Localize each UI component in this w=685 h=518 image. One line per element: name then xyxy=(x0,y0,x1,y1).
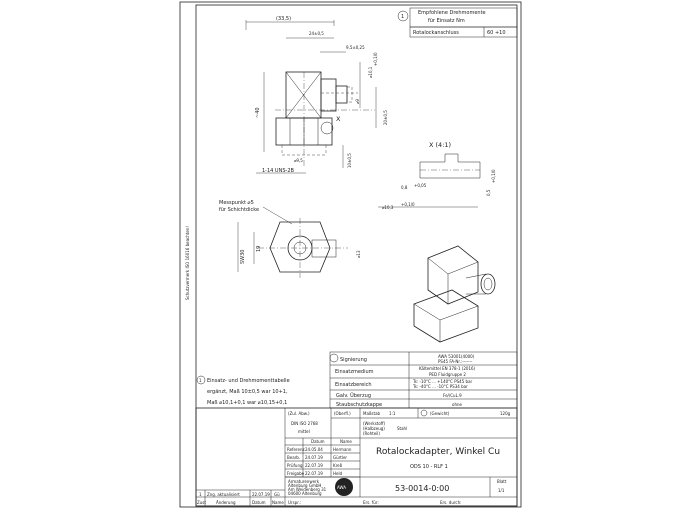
material-3: (Rohteil) xyxy=(363,431,380,436)
dim-overall: (33,5) xyxy=(276,16,292,22)
spec-value-2a: Ts: -10°C ... +140°C PS45 bar xyxy=(413,379,473,384)
col-aend: Änderung xyxy=(216,500,236,505)
tb-row-1-date: 24.07.19 xyxy=(305,455,323,460)
tb-row-1-label: Bearb. xyxy=(287,455,301,460)
title-block xyxy=(196,408,517,506)
torque-table-row-label: Rotalockanschluss xyxy=(413,30,459,36)
dim-sw30: SW30 xyxy=(240,249,246,264)
tb-row-0-date: 24.05.04 xyxy=(305,447,323,452)
spec-table xyxy=(330,352,517,408)
dim-08: 0,8 xyxy=(401,185,408,190)
rev-date: 22.07.19 xyxy=(252,492,270,497)
weight-value: 120g xyxy=(500,411,511,416)
col-urspr: Urspr.: xyxy=(288,500,302,505)
dim-24: 24±0,5 xyxy=(309,31,324,36)
spec-value-0a: AWA 53001(4000) xyxy=(438,354,475,359)
torque-table-title-1: Empfohlene Drehmomente xyxy=(418,10,486,16)
name-col: Name xyxy=(340,439,352,444)
rev-note-1: Einsatz- und Drehmomenttabelle xyxy=(207,378,290,384)
scale-label: Maßstab xyxy=(363,411,381,416)
zul-abw: (Zul. Abw.) xyxy=(288,411,310,416)
isometric-view xyxy=(414,246,495,342)
iso-standard: DIN ISO 2768 xyxy=(291,421,318,426)
logo-text: AWA xyxy=(337,485,346,490)
dim-d9-5: ⌀9,5 xyxy=(294,158,303,163)
tb-row-0-label: Referenz xyxy=(287,447,305,452)
tb-row-0-name: Hermann xyxy=(333,447,352,452)
company-3: Am Weidenberg 31 xyxy=(288,487,327,492)
thread-label: 1-14 UNS-2B xyxy=(262,168,294,174)
detail-x xyxy=(378,141,496,210)
callout-2: für Schichtdicke xyxy=(219,207,260,213)
spec-label-3: Galv. Überzug xyxy=(336,393,372,399)
iso-class: mittel xyxy=(298,429,310,434)
company-4: 04600 Altenburg xyxy=(288,491,322,496)
col-zust: Zust xyxy=(197,500,206,505)
tb-row-2-label: Prüfung xyxy=(287,463,303,468)
dim-08-tol: +0,05 xyxy=(414,183,427,188)
dim-d10: ⌀10,1 xyxy=(368,66,373,78)
torque-table-title-2: für Einsatz Nm xyxy=(428,18,465,24)
dim-10: 10±0,5 xyxy=(347,153,352,168)
material-1: (Werkstoff) xyxy=(363,421,386,426)
tb-row-1-name: Gürtler xyxy=(333,455,348,460)
dim-d9: ⌀9 xyxy=(355,99,360,104)
drawing-number: 53-0014-0:00 xyxy=(395,484,450,493)
spec-label-4: Staubschutzkappe xyxy=(336,402,383,408)
dim-d10-3-tol: +0,1/0 xyxy=(401,202,415,207)
material-2: (Halbzeug) xyxy=(363,426,385,431)
rev-name: Gü xyxy=(274,492,280,497)
dim-9-5: 9,5±0,25 xyxy=(346,45,365,50)
drawing-title: Rotalockadapter, Winkel Cu xyxy=(376,447,501,457)
spec-value-1a: Kältemittel EN 378-1 (2016) xyxy=(419,366,476,371)
dim-19: 19 xyxy=(256,245,262,252)
spec-value-1b: PED Fluidgruppe 2 xyxy=(429,372,466,377)
dim-05-tol: +0,1/0 xyxy=(491,169,496,183)
col-datum: Datum xyxy=(252,500,266,505)
spec-label-0: Signierung xyxy=(340,357,367,363)
dim-d10-tol: +0,1/0 xyxy=(373,52,378,66)
dim-05: 0,5 xyxy=(486,189,491,196)
torque-table-num: 1 xyxy=(401,14,405,20)
company-1: Armaturenwerk xyxy=(288,479,320,484)
callout-1: Messpunkt ⌀5 xyxy=(219,200,254,206)
rev-note-num: 1 xyxy=(199,378,202,383)
tb-row-3-date: 22.07.19 xyxy=(305,471,323,476)
spec-value-4: ohne xyxy=(452,402,462,407)
torque-table xyxy=(398,8,517,37)
dim-d13: ⌀13 xyxy=(356,250,361,258)
dim-40: ~40 xyxy=(255,107,261,118)
rev-note-2: ergänzt, Maß 10±0,5 war 10+1, xyxy=(207,389,288,395)
spec-label-2: Einsatzbereich xyxy=(335,382,372,388)
spec-value-0b: PS45 FA-Nr.:------- xyxy=(438,359,473,364)
front-view xyxy=(246,16,388,174)
material-4: Stahl xyxy=(397,426,408,431)
torque-table-row-value: 60 +10 xyxy=(487,30,506,36)
rev-index: 1 xyxy=(199,492,202,497)
revision-note xyxy=(197,376,290,406)
tb-row-3-label: Freigabe xyxy=(287,471,305,476)
tb-row-2-date: 22.07.19 xyxy=(305,463,323,468)
top-view xyxy=(219,200,361,278)
rev-text: Zng. aktualisiert xyxy=(207,492,240,497)
label-x: X xyxy=(336,115,341,123)
detail-x-title: X (4:1) xyxy=(429,141,452,149)
tb-row-2-name: Kreß xyxy=(333,463,343,468)
tb-row-3-name: Held xyxy=(333,471,343,476)
spec-label-1: Einsatzmedium xyxy=(335,369,374,375)
drawing-frame-outer xyxy=(180,2,521,507)
rev-note-3: Maß ⌀10,1+0,1 war ⌀10,15+0,1 xyxy=(207,400,288,406)
dim-d10-3: ⌀10,3 xyxy=(382,205,394,210)
date-col: Datum xyxy=(311,439,325,444)
oberfl: (Oberfl.) xyxy=(334,411,351,416)
spec-value-2b: Ts: -40°C ... -10°C PS34 bar xyxy=(413,384,468,389)
protection-note: Schutzvermerk ISO 16016 beachten! xyxy=(185,226,190,300)
sheet-value: 1/1 xyxy=(498,488,505,493)
dim-20: 20±0,5 xyxy=(383,110,388,125)
ers-fuer: Ers. für: xyxy=(363,500,379,505)
spec-value-3: Fe//CuL.9 xyxy=(443,393,462,398)
sheet-label: Blatt xyxy=(497,479,507,484)
scale-value: 1:1 xyxy=(389,411,396,416)
company-2: Altenburg GmbH xyxy=(288,483,322,488)
drawing-subtitle: ODS 10 - RLF 1 xyxy=(410,464,448,470)
col-name: Name xyxy=(272,500,284,505)
weight-label: (Gewicht) xyxy=(430,411,450,416)
ers-durch: Ers. durch: xyxy=(440,500,462,505)
